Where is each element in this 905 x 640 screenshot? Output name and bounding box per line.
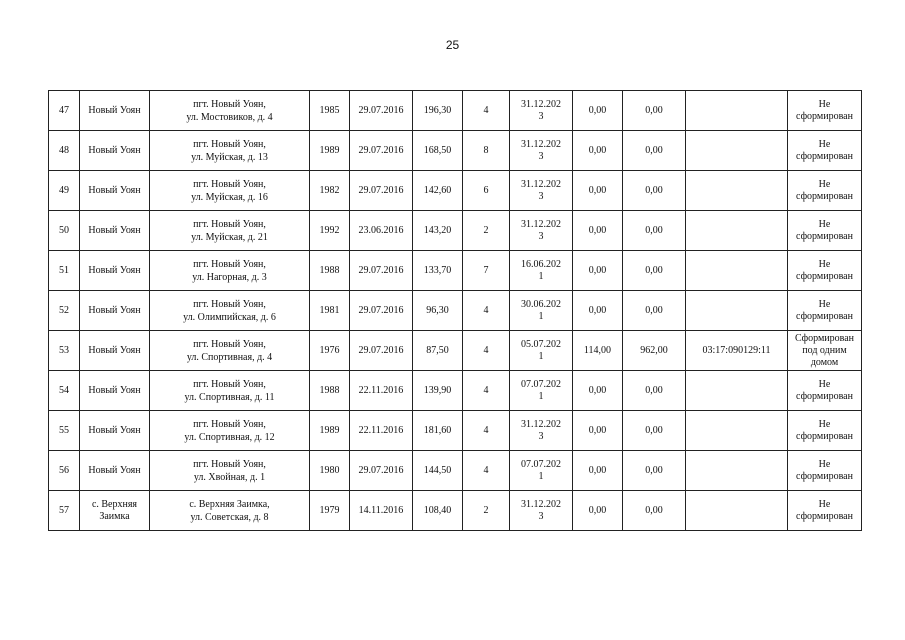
area-cell: 144,50: [413, 451, 463, 491]
address-line-1: пгт. Новый Уоян,: [193, 218, 266, 230]
end-date-cell: [510, 211, 573, 251]
year-cell: 1989: [310, 411, 350, 451]
area-cell: 87,50: [413, 331, 463, 371]
address-line-1: пгт. Новый Уоян,: [193, 138, 266, 150]
address-line-2: ул. Хвойная, д. 1: [193, 471, 266, 483]
end-date-cell: [510, 411, 573, 451]
end-date-line-1: 31.12.202: [521, 138, 561, 150]
status-cell: Не сформирован: [788, 371, 862, 411]
end-date-line-2: 1: [538, 470, 544, 482]
value-2-cell: 0,00: [623, 371, 686, 411]
address-line-2: ул. Спортивная, д. 11: [184, 391, 275, 403]
value-1-cell: 0,00: [573, 211, 623, 251]
end-date-cell: [510, 251, 573, 291]
locality-cell: с. Верхняя Заимка: [80, 491, 150, 531]
address-line-2: ул. Нагорная, д. 3: [192, 271, 267, 283]
row-number: 54: [49, 371, 80, 411]
address-line-1: с. Верхняя Заимка,: [189, 498, 270, 510]
value-2-cell: 0,00: [623, 491, 686, 531]
end-date-line-1: 05.07.202: [521, 338, 561, 350]
locality-cell: Новый Уоян: [80, 91, 150, 131]
cadastral-number-cell: 03:17:090129:11: [686, 331, 788, 371]
area-cell: 133,70: [413, 251, 463, 291]
status-cell: Не сформирован: [788, 291, 862, 331]
floors-cell: 8: [463, 131, 510, 171]
end-date-cell: [510, 291, 573, 331]
value-1-cell: 0,00: [573, 131, 623, 171]
address-line-2: ул. Мостовиков, д. 4: [186, 111, 273, 123]
end-date-line-1: 30.06.202: [521, 298, 561, 310]
area-cell: 96,30: [413, 291, 463, 331]
area-cell: 181,60: [413, 411, 463, 451]
date-cell: 23.06.2016: [350, 211, 413, 251]
address-line-2: ул. Спортивная, д. 12: [184, 431, 275, 443]
address-line-1: пгт. Новый Уоян,: [193, 378, 266, 390]
end-date-line-1: 31.12.202: [521, 98, 561, 110]
date-cell: 29.07.2016: [350, 91, 413, 131]
locality-cell: Новый Уоян: [80, 251, 150, 291]
value-2-cell: 0,00: [623, 171, 686, 211]
floors-cell: 2: [463, 491, 510, 531]
date-cell: 29.07.2016: [350, 131, 413, 171]
cadastral-number-cell: [686, 291, 788, 331]
end-date-line-2: 3: [538, 110, 544, 122]
address-cell: [150, 291, 310, 331]
year-cell: 1989: [310, 131, 350, 171]
address-cell: [150, 91, 310, 131]
address-cell: [150, 451, 310, 491]
end-date-line-1: 31.12.202: [521, 418, 561, 430]
status-cell: Не сформирован: [788, 451, 862, 491]
address-line-1: пгт. Новый Уоян,: [193, 258, 266, 270]
value-1-cell: 0,00: [573, 451, 623, 491]
area-cell: 139,90: [413, 371, 463, 411]
row-number: 49: [49, 171, 80, 211]
address-cell: [150, 491, 310, 531]
address-line-1: пгт. Новый Уоян,: [193, 338, 266, 350]
table-row: [49, 91, 862, 131]
end-date-line-2: 1: [538, 310, 544, 322]
locality-cell: Новый Уоян: [80, 131, 150, 171]
table-row: [49, 211, 862, 251]
address-line-2: ул. Муйская, д. 13: [191, 151, 268, 163]
row-number: 52: [49, 291, 80, 331]
address-line-2: ул. Советская, д. 8: [190, 511, 269, 523]
year-cell: 1982: [310, 171, 350, 211]
year-cell: 1992: [310, 211, 350, 251]
housing-registry-table: [48, 90, 862, 531]
value-2-cell: 0,00: [623, 131, 686, 171]
area-cell: 142,60: [413, 171, 463, 211]
end-date-cell: [510, 91, 573, 131]
address-line-2: ул. Олимпийская, д. 6: [183, 311, 276, 323]
locality-cell: Новый Уоян: [80, 371, 150, 411]
value-2-cell: 0,00: [623, 291, 686, 331]
value-1-cell: 0,00: [573, 491, 623, 531]
address-line-2: ул. Муйская, д. 21: [191, 231, 268, 243]
table-row: [49, 251, 862, 291]
locality-cell: Новый Уоян: [80, 451, 150, 491]
status-cell: Не сформирован: [788, 91, 862, 131]
table-row: [49, 451, 862, 491]
row-number: 48: [49, 131, 80, 171]
end-date-line-1: 31.12.202: [521, 498, 561, 510]
row-number: 50: [49, 211, 80, 251]
year-cell: 1976: [310, 331, 350, 371]
row-number: 53: [49, 331, 80, 371]
value-1-cell: 114,00: [573, 331, 623, 371]
row-number: 56: [49, 451, 80, 491]
row-number: 55: [49, 411, 80, 451]
cadastral-number-cell: [686, 171, 788, 211]
row-number: 51: [49, 251, 80, 291]
table-row: [49, 171, 862, 211]
cadastral-number-cell: [686, 451, 788, 491]
address-cell: [150, 411, 310, 451]
cadastral-number-cell: [686, 131, 788, 171]
address-line-1: пгт. Новый Уоян,: [193, 458, 266, 470]
area-cell: 196,30: [413, 91, 463, 131]
floors-cell: 4: [463, 411, 510, 451]
page-number: 25: [445, 38, 460, 52]
value-2-cell: 0,00: [623, 251, 686, 291]
value-1-cell: 0,00: [573, 171, 623, 211]
table-row: [49, 371, 862, 411]
end-date-line-1: 16.06.202: [521, 258, 561, 270]
area-cell: 168,50: [413, 131, 463, 171]
date-cell: 14.11.2016: [350, 491, 413, 531]
value-1-cell: 0,00: [573, 251, 623, 291]
value-1-cell: 0,00: [573, 291, 623, 331]
floors-cell: 4: [463, 371, 510, 411]
floors-cell: 4: [463, 91, 510, 131]
locality-cell: Новый Уоян: [80, 411, 150, 451]
address-cell: [150, 331, 310, 371]
date-cell: 22.11.2016: [350, 371, 413, 411]
year-cell: 1988: [310, 251, 350, 291]
date-cell: 29.07.2016: [350, 451, 413, 491]
address-line-1: пгт. Новый Уоян,: [193, 418, 266, 430]
value-1-cell: 0,00: [573, 91, 623, 131]
address-line-1: пгт. Новый Уоян,: [193, 178, 266, 190]
address-line-2: ул. Муйская, д. 16: [191, 191, 268, 203]
cadastral-number-cell: [686, 491, 788, 531]
address-line-1: пгт. Новый Уоян,: [193, 298, 266, 310]
locality-cell: Новый Уоян: [80, 291, 150, 331]
floors-cell: 2: [463, 211, 510, 251]
floors-cell: 7: [463, 251, 510, 291]
address-cell: [150, 251, 310, 291]
status-cell: Не сформирован: [788, 411, 862, 451]
floors-cell: 4: [463, 451, 510, 491]
row-number: 57: [49, 491, 80, 531]
table-row: [49, 411, 862, 451]
date-cell: 29.07.2016: [350, 251, 413, 291]
end-date-line-2: 3: [538, 230, 544, 242]
address-cell: [150, 371, 310, 411]
end-date-line-2: 1: [538, 270, 544, 282]
value-2-cell: 0,00: [623, 211, 686, 251]
year-cell: 1981: [310, 291, 350, 331]
end-date-cell: [510, 451, 573, 491]
floors-cell: 6: [463, 171, 510, 211]
table-row: [49, 131, 862, 171]
status-cell: Не сформирован: [788, 491, 862, 531]
floors-cell: 4: [463, 291, 510, 331]
table-row: [49, 491, 862, 531]
table-row: [49, 291, 862, 331]
end-date-cell: [510, 491, 573, 531]
status-cell: Не сформирован: [788, 251, 862, 291]
year-cell: 1979: [310, 491, 350, 531]
cadastral-number-cell: [686, 91, 788, 131]
floors-cell: 4: [463, 331, 510, 371]
locality-cell: Новый Уоян: [80, 171, 150, 211]
cadastral-number-cell: [686, 371, 788, 411]
cadastral-number-cell: [686, 211, 788, 251]
end-date-line-1: 07.07.202: [521, 378, 561, 390]
area-cell: 108,40: [413, 491, 463, 531]
end-date-line-2: 3: [538, 430, 544, 442]
status-cell: Не сформирован: [788, 171, 862, 211]
locality-cell: Новый Уоян: [80, 331, 150, 371]
end-date-line-1: 31.12.202: [521, 178, 561, 190]
date-cell: 29.07.2016: [350, 291, 413, 331]
end-date-cell: [510, 331, 573, 371]
date-cell: 29.07.2016: [350, 331, 413, 371]
year-cell: 1980: [310, 451, 350, 491]
status-cell: Не сформирован: [788, 131, 862, 171]
year-cell: 1988: [310, 371, 350, 411]
area-cell: 143,20: [413, 211, 463, 251]
end-date-line-1: 31.12.202: [521, 218, 561, 230]
end-date-cell: [510, 371, 573, 411]
year-cell: 1985: [310, 91, 350, 131]
address-cell: [150, 131, 310, 171]
address-cell: [150, 171, 310, 211]
value-2-cell: 0,00: [623, 411, 686, 451]
end-date-line-2: 3: [538, 150, 544, 162]
cadastral-number-cell: [686, 411, 788, 451]
row-number: 47: [49, 91, 80, 131]
end-date-cell: [510, 171, 573, 211]
end-date-line-1: 07.07.202: [521, 458, 561, 470]
address-line-2: ул. Спортивная, д. 4: [186, 351, 273, 363]
date-cell: 22.11.2016: [350, 411, 413, 451]
date-cell: 29.07.2016: [350, 171, 413, 211]
value-2-cell: 962,00: [623, 331, 686, 371]
status-cell: Не сформирован: [788, 211, 862, 251]
end-date-line-2: 1: [538, 390, 544, 402]
end-date-line-2: 3: [538, 510, 544, 522]
cadastral-number-cell: [686, 251, 788, 291]
locality-cell: Новый Уоян: [80, 211, 150, 251]
end-date-line-2: 3: [538, 190, 544, 202]
address-cell: [150, 211, 310, 251]
value-1-cell: 0,00: [573, 371, 623, 411]
end-date-cell: [510, 131, 573, 171]
end-date-line-2: 1: [538, 350, 544, 362]
value-2-cell: 0,00: [623, 451, 686, 491]
status-cell: Сформирован под одним домом: [788, 331, 862, 371]
address-line-1: пгт. Новый Уоян,: [193, 98, 266, 110]
value-1-cell: 0,00: [573, 411, 623, 451]
table-row: [49, 331, 862, 371]
value-2-cell: 0,00: [623, 91, 686, 131]
